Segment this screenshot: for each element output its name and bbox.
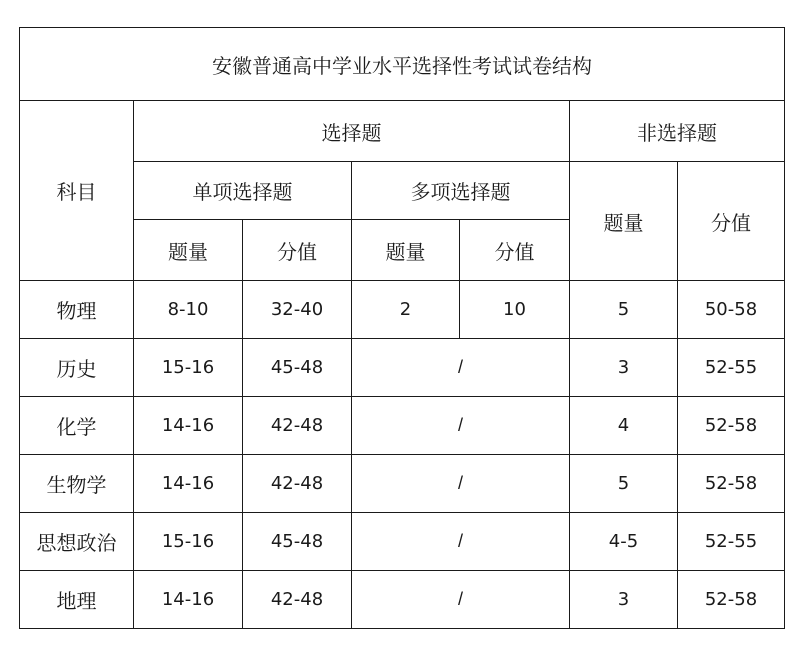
- header-multi-choice: 多项选择题: [352, 162, 570, 220]
- non-count-cell: 4-5: [570, 513, 678, 571]
- non-count-cell: 3: [570, 571, 678, 629]
- header-row-2: [20, 162, 785, 220]
- subject-cell: 地理: [20, 571, 134, 629]
- table-row: [20, 455, 785, 513]
- single-score-cell: 32-40: [243, 281, 352, 339]
- single-count-cell: 14-16: [134, 571, 243, 629]
- subject-cell: 物理: [20, 281, 134, 339]
- header-row-1: [20, 101, 785, 162]
- exam-structure-table: [19, 27, 785, 629]
- single-score-cell: 45-48: [243, 513, 352, 571]
- single-score-cell: 42-48: [243, 571, 352, 629]
- multi-merged-cell: /: [352, 397, 570, 455]
- subject-cell: 生物学: [20, 455, 134, 513]
- single-count-cell: 14-16: [134, 397, 243, 455]
- header-single-score: 分值: [243, 220, 352, 281]
- title-row: [20, 28, 785, 101]
- non-score-cell: 52-55: [678, 339, 785, 397]
- multi-merged-cell: /: [352, 455, 570, 513]
- multi-merged-cell: /: [352, 339, 570, 397]
- subject-cell: 思想政治: [20, 513, 134, 571]
- single-score-cell: 42-48: [243, 397, 352, 455]
- non-count-cell: 3: [570, 339, 678, 397]
- multi-score-cell: 10: [460, 281, 570, 339]
- table-row: [20, 281, 785, 339]
- single-count-cell: 15-16: [134, 339, 243, 397]
- header-single-count: 题量: [134, 220, 243, 281]
- header-non-count: 题量: [570, 162, 678, 281]
- header-multi-count: 题量: [352, 220, 460, 281]
- non-count-cell: 4: [570, 397, 678, 455]
- header-multi-score: 分值: [460, 220, 570, 281]
- header-single-choice: 单项选择题: [134, 162, 352, 220]
- subject-cell: 化学: [20, 397, 134, 455]
- non-score-cell: 52-58: [678, 397, 785, 455]
- non-score-cell: 52-55: [678, 513, 785, 571]
- single-count-cell: 14-16: [134, 455, 243, 513]
- table-row: [20, 571, 785, 629]
- header-subject: 科目: [20, 101, 134, 281]
- table-row: [20, 339, 785, 397]
- non-count-cell: 5: [570, 455, 678, 513]
- table-row: [20, 397, 785, 455]
- non-score-cell: 50-58: [678, 281, 785, 339]
- subject-cell: 历史: [20, 339, 134, 397]
- single-count-cell: 8-10: [134, 281, 243, 339]
- table-row: [20, 513, 785, 571]
- non-score-cell: 52-58: [678, 571, 785, 629]
- multi-merged-cell: /: [352, 571, 570, 629]
- non-score-cell: 52-58: [678, 455, 785, 513]
- header-non-score: 分值: [678, 162, 785, 281]
- table-title: 安徽普通高中学业水平选择性考试试卷结构: [20, 28, 785, 101]
- single-score-cell: 45-48: [243, 339, 352, 397]
- multi-merged-cell: /: [352, 513, 570, 571]
- non-count-cell: 5: [570, 281, 678, 339]
- header-choice: 选择题: [134, 101, 570, 162]
- multi-count-cell: 2: [352, 281, 460, 339]
- single-count-cell: 15-16: [134, 513, 243, 571]
- single-score-cell: 42-48: [243, 455, 352, 513]
- header-non-choice: 非选择题: [570, 101, 785, 162]
